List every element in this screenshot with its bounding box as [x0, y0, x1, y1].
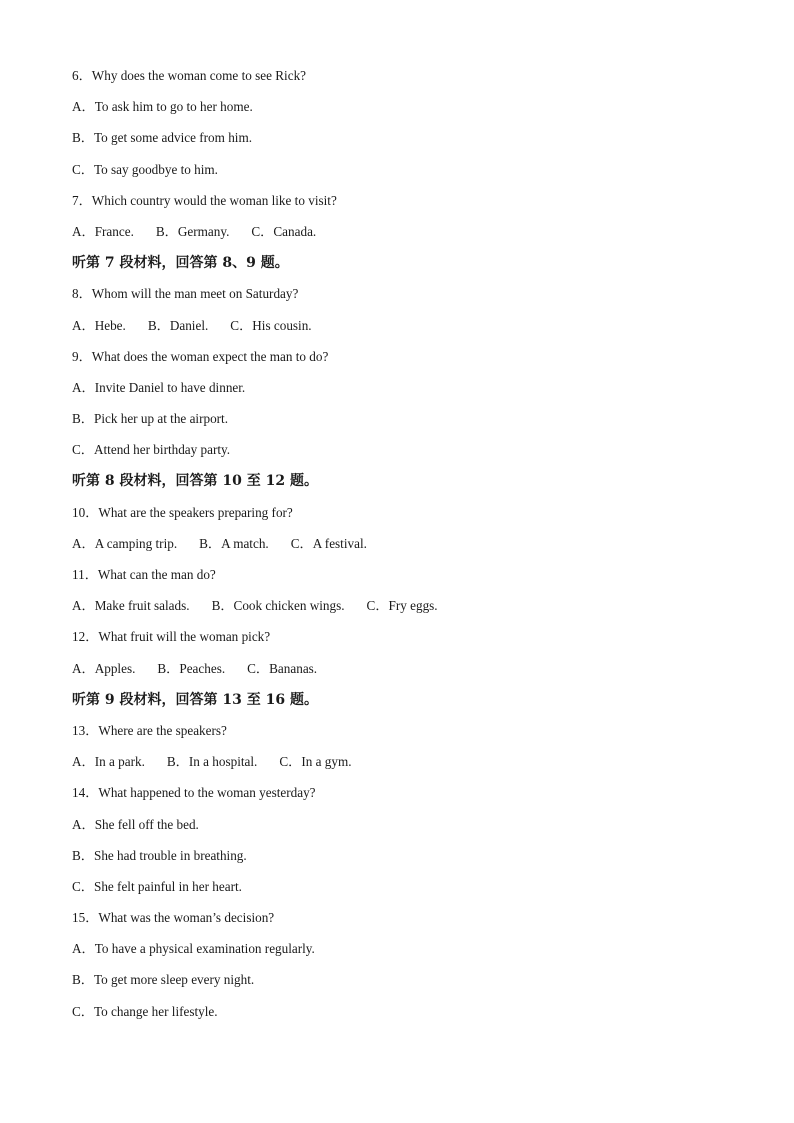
question-9: 9．What does the woman expect the man to do? [72, 348, 329, 364]
option-8a: A．Hebe. [72, 317, 126, 333]
question-14: 14．What happened to the woman yesterday? [72, 785, 316, 801]
option-12b: B．Peaches. [157, 660, 226, 676]
question-11: 11．What can the man do? [72, 567, 216, 582]
option-10a: A．A camping trip. [72, 535, 178, 551]
option-9c: C．Attend her birthday party. [72, 442, 231, 458]
option-9b: B．Pick her up at the airport. [72, 411, 229, 427]
option-7a: A．France. [72, 223, 134, 239]
option-10b: B．A match. [199, 535, 269, 551]
question-15: 15．What was the woman’s decision? [72, 910, 275, 926]
options-12 [72, 659, 762, 690]
option-9a: A．Invite Daniel to have dinner. [72, 379, 246, 395]
option-14a: A．She fell off the bed. [72, 816, 199, 832]
options-11 [72, 596, 762, 627]
option-11b: B．Cook chicken wings. [211, 598, 345, 614]
question-12: 12．What fruit will the woman pick? [72, 629, 271, 645]
option-14b: B．She had trouble in breathing. [72, 847, 247, 863]
options-10 [72, 534, 762, 565]
option-8b: B．Daniel. [147, 317, 209, 333]
options-7 [72, 222, 762, 253]
section-heading-7: 听第 7 段材料，回答第 8、9 题。 [72, 255, 289, 272]
option-6a: A．To ask him to go to her home. [72, 99, 253, 115]
options-13 [72, 752, 762, 783]
section-heading-8: 听第 8 段材料，回答第 10 至 12 题。 [72, 473, 318, 490]
question-10: 10．What are the speakers preparing for? [72, 504, 293, 520]
option-12c: C．Bananas. [247, 660, 318, 676]
option-12a: A．Apples. [72, 660, 136, 676]
option-13c: C．In a gym. [279, 754, 352, 770]
option-6b: B．To get some advice from him. [72, 130, 253, 146]
options-8 [72, 316, 762, 347]
question-8: 8．Whom will the man meet on Saturday? [72, 286, 299, 302]
option-10c: C．A festival. [290, 535, 367, 551]
option-15b: B．To get more sleep every night. [72, 972, 255, 988]
option-13a: A．In a park. [72, 754, 145, 770]
question-6: 6．Why does the woman come to see Rick? [72, 68, 307, 83]
option-8c: C．His cousin. [230, 317, 312, 333]
option-15a: A．To have a physical examination regularly. [72, 941, 315, 957]
option-14c: C．She felt painful in her heart. [72, 878, 242, 894]
question-7: 7．Which country would the woman like to visit? [72, 192, 337, 208]
option-7c: C．Canada. [251, 223, 317, 239]
option-6c: C．To say goodbye to him. [72, 161, 218, 177]
question-13: 13．Where are the speakers? [72, 722, 227, 738]
option-7b: B．Germany. [155, 223, 230, 239]
option-15c: C．To change her lifestyle. [72, 1003, 218, 1019]
option-11c: C．Fry eggs. [366, 598, 438, 614]
section-heading-9: 听第 9 段材料，回答第 13 至 16 题。 [72, 691, 318, 708]
document-page [72, 66, 762, 1033]
option-13b: B．In a hospital. [166, 754, 258, 770]
option-11a: A．Make fruit salads. [72, 598, 190, 614]
